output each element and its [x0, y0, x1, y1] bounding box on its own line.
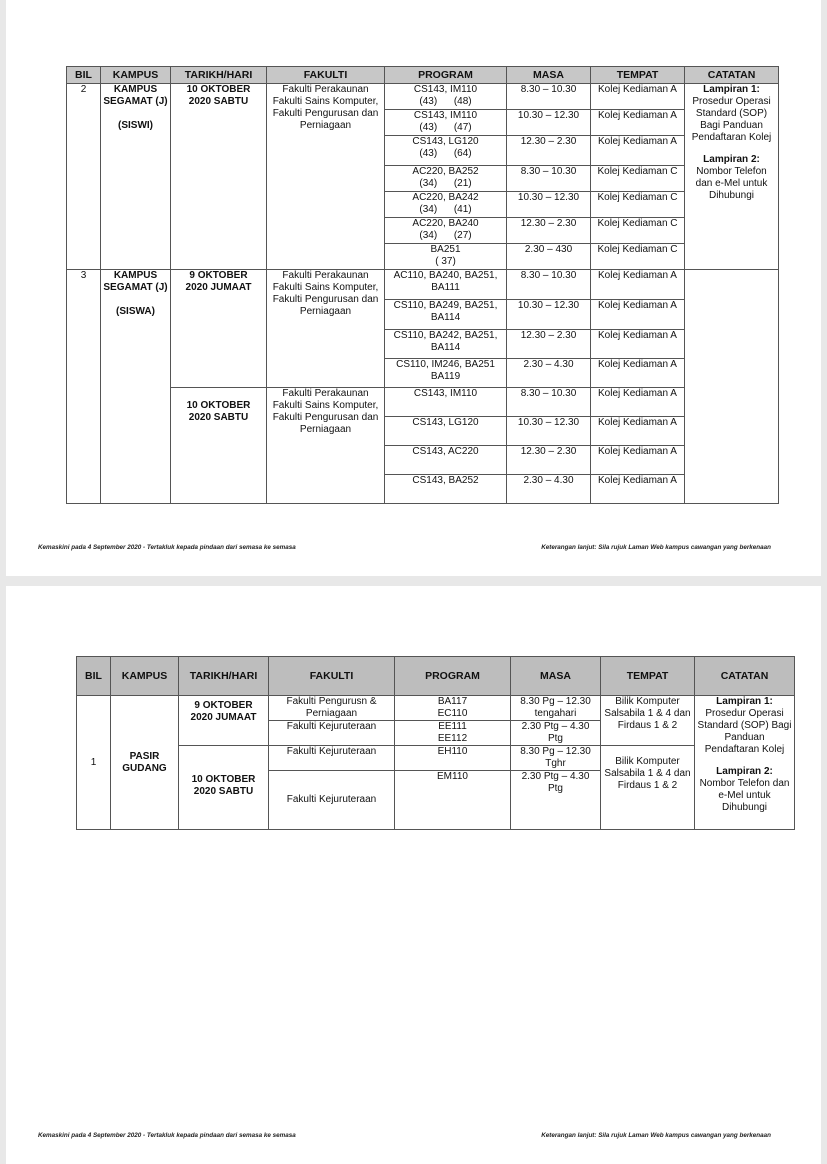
- header-masa: MASA: [507, 67, 591, 84]
- masa-cell: 10.30 – 12.30: [507, 417, 591, 446]
- kampus-name: KAMPUS SEGAMAT (J): [103, 270, 168, 293]
- document-page-1: [6, 0, 821, 576]
- tempat-cell: Kolej Kediaman C: [591, 218, 685, 244]
- program-cell: [385, 192, 507, 218]
- lampiran-1-title: Lampiran 1:: [703, 84, 760, 95]
- header-catatan: CATATAN: [685, 67, 779, 84]
- fakulti-cell: Fakulti Pengurusn & Perniagaan: [269, 696, 395, 721]
- tempat-cell: Kolej Kediaman A: [591, 388, 685, 417]
- table-header-row: [77, 657, 795, 696]
- fakulti-cell: Fakulti Kejuruteraan: [269, 746, 395, 771]
- tempat-cell: Kolej Kediaman A: [591, 110, 685, 136]
- program-cell: [385, 166, 507, 192]
- program-cell: [385, 218, 507, 244]
- table-header-row: [67, 67, 779, 84]
- tarikh-cell: 9 OKTOBER 2020 JUMAAT: [179, 696, 269, 746]
- tempat-cell: Kolej Kediaman C: [591, 192, 685, 218]
- header-catatan: CATATAN: [695, 657, 795, 696]
- tarikh-cell: 10 OKTOBER 2020 SABTU: [171, 84, 267, 270]
- program-cell: [385, 136, 507, 166]
- header-fakulti: FAKULTI: [267, 67, 385, 84]
- program-cell: [385, 244, 507, 270]
- tempat-cell: Kolej Kediaman A: [591, 417, 685, 446]
- tarikh-cell: 10 OKTOBER 2020 SABTU: [179, 746, 269, 830]
- header-tarikh: TARIKH/HARI: [171, 67, 267, 84]
- header-program: PROGRAM: [395, 657, 511, 696]
- footer-right: Keterangan lanjut: Sila rujuk Laman Web kampus cawangan yang berkenaan: [541, 544, 771, 551]
- masa-cell: 2.30 – 4.30: [507, 475, 591, 504]
- tempat-cell: Kolej Kediaman A: [591, 270, 685, 300]
- program-count: (43) (47): [419, 122, 472, 133]
- masa-cell: 12.30 – 2.30: [507, 136, 591, 166]
- masa-cell: 12.30 – 2.30: [507, 218, 591, 244]
- bil-cell: 3: [67, 270, 101, 504]
- program-cell: CS110, BA249, BA251, BA114: [385, 300, 507, 330]
- kampus-name: KAMPUS SEGAMAT (J): [103, 84, 168, 107]
- program-cell: [385, 110, 507, 136]
- catatan-cell: [685, 84, 779, 270]
- fakulti-cell: Fakulti Perakaunan Fakulti Sains Komputer, Fakulti Pengurusan dan Perniagaan: [267, 270, 385, 388]
- program-count: (43) (48): [419, 96, 472, 107]
- program-cell: CS143, IM110: [385, 388, 507, 417]
- program-code: CS143, IM110: [413, 84, 478, 95]
- schedule-table-2: [76, 656, 795, 830]
- tempat-cell: Kolej Kediaman C: [591, 244, 685, 270]
- masa-cell: 10.30 – 12.30: [507, 192, 591, 218]
- tempat-cell: Kolej Kediaman A: [591, 300, 685, 330]
- masa-cell: 12.30 – 2.30: [507, 446, 591, 475]
- header-tempat: TEMPAT: [591, 67, 685, 84]
- kampus-cell: [101, 270, 171, 504]
- lampiran-2-text: Nombor Telefon dan e-Mel untuk Dihubungi: [695, 166, 768, 201]
- schedule-table-1: [66, 66, 779, 504]
- program-count: (34) (27): [419, 230, 472, 241]
- program-code: BA251: [430, 244, 461, 255]
- tempat-cell: Kolej Kediaman A: [591, 359, 685, 388]
- program-cell: EM110: [395, 771, 511, 830]
- tarikh-cell: 9 OKTOBER 2020 JUMAAT: [171, 270, 267, 388]
- program-code: AC220, BA242: [412, 192, 479, 203]
- program-cell: EH110: [395, 746, 511, 771]
- header-program: PROGRAM: [385, 67, 507, 84]
- lampiran-1-text: Prosedur Operasi Standard (SOP) Bagi Panduan Pendaftaran Kolej: [691, 96, 772, 143]
- tempat-cell: Kolej Kediaman C: [591, 166, 685, 192]
- kampus-cell: PASIR GUDANG: [111, 696, 179, 830]
- tempat-cell: Kolej Kediaman A: [591, 330, 685, 359]
- program-cell: CS110, IM246, BA251 BA119: [385, 359, 507, 388]
- footer-right: Keterangan lanjut: Sila rujuk Laman Web kampus cawangan yang berkenaan: [541, 1132, 771, 1139]
- kampus-cell: [101, 84, 171, 270]
- table-row: [67, 84, 779, 110]
- masa-cell: 2.30 Ptg – 4.30 Ptg: [511, 771, 601, 830]
- table-row: [77, 746, 795, 771]
- header-fakulti: FAKULTI: [269, 657, 395, 696]
- tempat-cell: Bilik Komputer Salsabila 1 & 4 dan Firdaus 1 & 2: [601, 696, 695, 746]
- program-count: ( 37): [435, 256, 456, 267]
- footer-left: Kemaskini pada 4 September 2020 - Tertakluk kepada pindaan dari semasa ke semasa: [38, 544, 296, 551]
- program-count: (43) (64): [419, 148, 472, 159]
- header-kampus: KAMPUS: [101, 67, 171, 84]
- header-masa: MASA: [511, 657, 601, 696]
- header-tempat: TEMPAT: [601, 657, 695, 696]
- tempat-cell: Bilik Komputer Salsabila 1 & 4 dan Firdaus 1 & 2: [601, 746, 695, 830]
- masa-cell: 8.30 – 10.30: [507, 84, 591, 110]
- program-cell: CS143, AC220: [385, 446, 507, 475]
- masa-cell: 8.30 – 10.30: [507, 270, 591, 300]
- program-cell: CS110, BA242, BA251, BA114: [385, 330, 507, 359]
- tempat-cell: Kolej Kediaman A: [591, 446, 685, 475]
- lampiran-2-title: Lampiran 2:: [716, 766, 773, 777]
- tempat-cell: Kolej Kediaman A: [591, 84, 685, 110]
- header-bil: BIL: [67, 67, 101, 84]
- masa-cell: 12.30 – 2.30: [507, 330, 591, 359]
- document-page-2: [6, 586, 821, 1164]
- masa-cell: 2.30 – 430: [507, 244, 591, 270]
- program-code: AC220, BA240: [412, 218, 479, 229]
- lampiran-2-text: Nombor Telefon dan e-Mel untuk Dihubungi: [699, 778, 790, 813]
- lampiran-2-title: Lampiran 2:: [703, 154, 760, 165]
- footer-left: Kemaskini pada 4 September 2020 - Tertakluk kepada pindaan dari semasa ke semasa: [38, 1132, 296, 1139]
- header-kampus: KAMPUS: [111, 657, 179, 696]
- fakulti-cell: Fakulti Kejuruteraan: [269, 721, 395, 746]
- program-count: (34) (41): [419, 204, 472, 215]
- lampiran-1-text: Prosedur Operasi Standard (SOP) Bagi Panduan Pendaftaran Kolej: [697, 708, 792, 755]
- program-cell: [385, 84, 507, 110]
- lampiran-1-title: Lampiran 1:: [716, 696, 773, 707]
- masa-cell: 8.30 Pg – 12.30 Tghr: [511, 746, 601, 771]
- catatan-cell: [695, 696, 795, 830]
- kampus-note: (SISWI): [118, 120, 153, 131]
- program-code: CS143, IM110: [413, 110, 478, 121]
- program-cell: CS143, LG120: [385, 417, 507, 446]
- bil-cell: 2: [67, 84, 101, 270]
- masa-cell: 8.30 – 10.30: [507, 388, 591, 417]
- program-cell: EE111 EE112: [395, 721, 511, 746]
- program-code: CS143, LG120: [412, 136, 479, 147]
- kampus-note: (SISWA): [116, 306, 155, 317]
- program-count: (34) (21): [419, 178, 472, 189]
- catatan-cell-empty: [685, 270, 779, 504]
- header-bil: BIL: [77, 657, 111, 696]
- masa-cell: 2.30 – 4.30: [507, 359, 591, 388]
- table-row: [77, 696, 795, 721]
- tarikh-cell: 10 OKTOBER 2020 SABTU: [171, 388, 267, 504]
- program-code: AC220, BA252: [412, 166, 479, 177]
- fakulti-cell: Fakulti Kejuruteraan: [269, 771, 395, 830]
- tempat-cell: Kolej Kediaman A: [591, 475, 685, 504]
- masa-cell: 10.30 – 12.30: [507, 300, 591, 330]
- fakulti-cell: Fakulti Perakaunan Fakulti Sains Komputer, Fakulti Pengurusan dan Perniagaan: [267, 388, 385, 504]
- bil-cell: 1: [77, 696, 111, 830]
- program-cell: AC110, BA240, BA251, BA111: [385, 270, 507, 300]
- header-tarikh: TARIKH/HARI: [179, 657, 269, 696]
- tempat-cell: Kolej Kediaman A: [591, 136, 685, 166]
- masa-cell: 10.30 – 12.30: [507, 110, 591, 136]
- masa-cell: 2.30 Ptg – 4.30 Ptg: [511, 721, 601, 746]
- program-cell: BA117 EC110: [395, 696, 511, 721]
- masa-cell: 8.30 Pg – 12.30 tengahari: [511, 696, 601, 721]
- program-cell: CS143, BA252: [385, 475, 507, 504]
- table-row: [67, 270, 779, 300]
- fakulti-cell: Fakulti Perakaunan Fakulti Sains Komputer, Fakulti Pengurusan dan Perniagaan: [267, 84, 385, 270]
- masa-cell: 8.30 – 10.30: [507, 166, 591, 192]
- table-row: [67, 388, 779, 417]
